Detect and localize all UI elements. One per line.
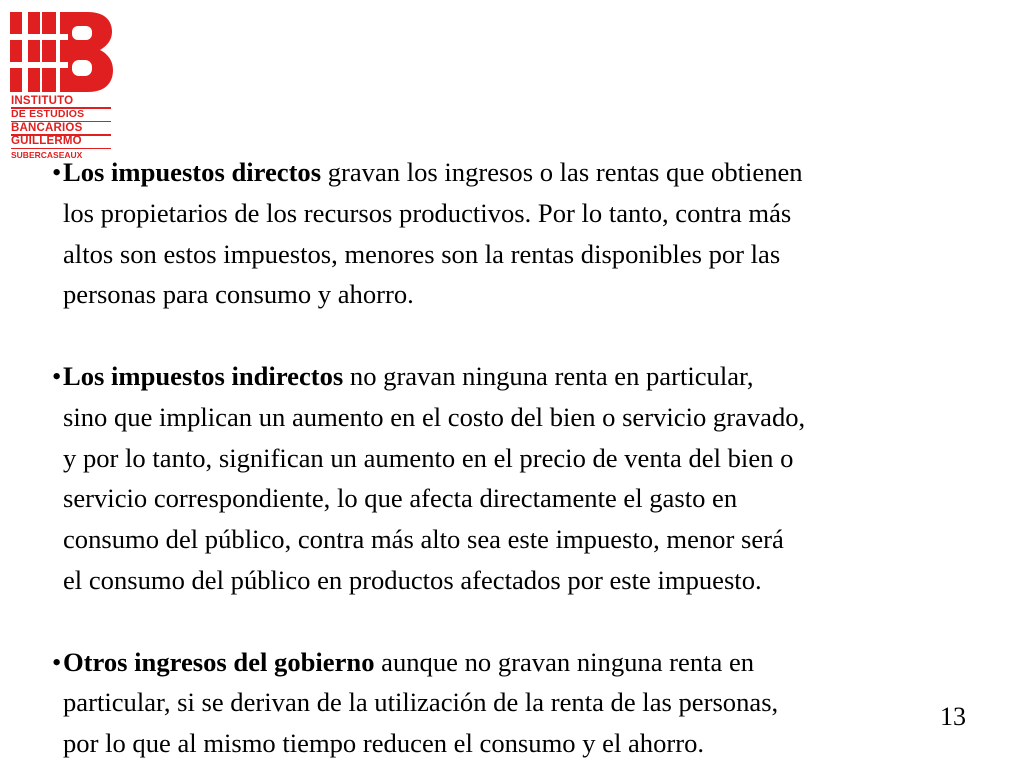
logo-line: INSTITUTO xyxy=(11,95,74,107)
paragraph-line: los propietarios de los recursos productivos. Por lo tanto, contra más xyxy=(63,197,792,228)
paragraph-text: no gravan ninguna renta en particular, xyxy=(343,360,754,391)
bullet-icon: • xyxy=(52,157,62,187)
paragraph-lead: Los impuestos indirectos xyxy=(63,360,344,391)
logo-line: GUILLERMO xyxy=(11,135,82,148)
bullet-paragraph-direct-taxes xyxy=(52,152,1020,315)
institute-logo xyxy=(8,10,114,160)
paragraph-lead: Otros ingresos del gobierno xyxy=(63,646,375,677)
ieb-logo-mark xyxy=(8,10,114,94)
bullet-icon: • xyxy=(52,646,62,677)
slide-number: 13 xyxy=(940,702,966,731)
paragraph-lead: Los impuestos directos xyxy=(63,157,322,187)
paragraph-line: altos son estos impuestos, menores son la rentas disponibles por las xyxy=(63,238,781,269)
institute-name xyxy=(11,96,115,160)
paragraph-line: servicio correspondiente, lo que afecta directamente el gasto en xyxy=(63,483,738,514)
paragraph-line: particular, si se derivan de la utilización de la renta de las personas, xyxy=(63,687,779,718)
logo-line: SUBERCASEAUX xyxy=(11,149,83,160)
bullet-paragraph-other-income xyxy=(52,642,1020,764)
paragraph-line xyxy=(63,356,1020,397)
paragraph-line: y por lo tanto, significan un aumento en el precio de venta del bien o xyxy=(63,442,794,473)
paragraph-text: aunque no gravan ninguna renta en xyxy=(374,646,755,677)
paragraph-text: gravan los ingresos o las rentas que obtienen xyxy=(321,157,803,187)
bullet-icon: • xyxy=(52,360,62,391)
paragraph-line xyxy=(63,642,1020,683)
paragraph-line: consumo del público, contra más alto sea este impuesto, menor será xyxy=(63,524,784,555)
logo-divider xyxy=(11,148,111,150)
paragraph-line xyxy=(63,152,1020,193)
logo-line: BANCARIOS xyxy=(11,121,83,134)
paragraph-line: el consumo del público en productos afectados por este impuesto. xyxy=(63,564,762,595)
paragraph-line: sino que implican un aumento en el costo del bien o servicio gravado, xyxy=(63,401,806,432)
paragraph-line: personas para consumo y ahorro. xyxy=(63,279,414,310)
bullet-paragraph-indirect-taxes xyxy=(52,356,1020,601)
slide-body xyxy=(52,152,1020,764)
logo-line: DE ESTUDIOS xyxy=(11,108,85,121)
paragraph-line: por lo que al mismo tiempo reducen el consumo y el ahorro. xyxy=(63,728,705,759)
